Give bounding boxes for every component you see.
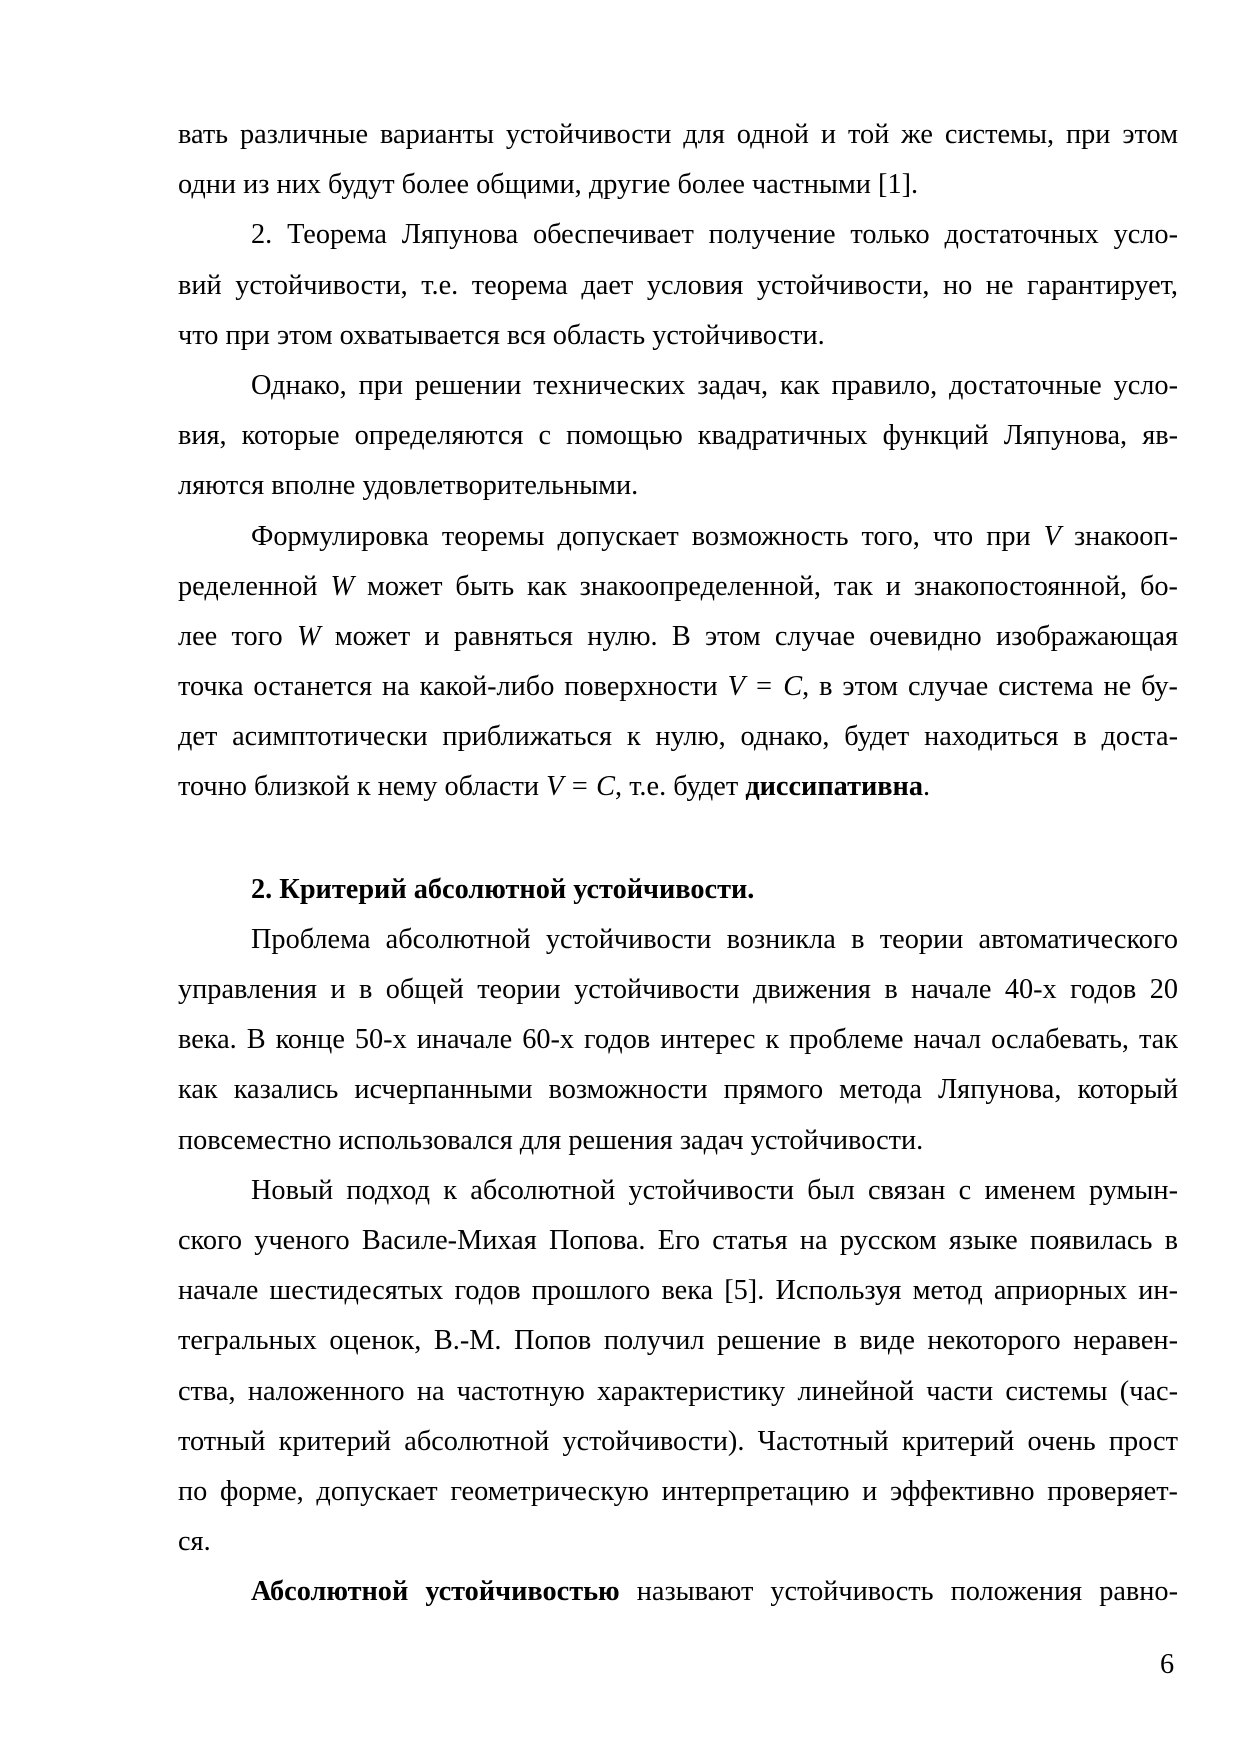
text-line: ского ученого Василе-Михая Попова. Его статья на русском языке появилась в xyxy=(178,1224,1178,1256)
bold-term: Абсолютной устойчивостью xyxy=(251,1576,620,1608)
text-line: вия, которые определяются с помощью квадратичных функций Ляпунова, яв- xyxy=(178,420,1178,452)
text-segment: , т.е. будет xyxy=(615,771,746,803)
text-segment: точно близкой к нему области xyxy=(178,771,547,803)
text-segment: , в этом случае система не бу- xyxy=(802,671,1178,703)
text-segment: знакооп- xyxy=(1060,520,1178,552)
text-segment: может и равняться нулю. В этом случае очевидно изображающая xyxy=(320,620,1178,652)
text-line: вать различные варианты устойчивости для одной и той же системы, при этом xyxy=(178,119,1178,150)
paragraph-continuation xyxy=(178,110,1178,210)
text-line: по форме, допускает геометрическую интерпретацию и эффективно проверяет- xyxy=(178,1475,1178,1507)
text-line: повсеместно использовался для решения задач устойчивости. xyxy=(178,1124,924,1156)
text-segment: лее того xyxy=(178,620,297,652)
text-line: тотный критерий абсолютной устойчивости). Частотный критерий очень прост xyxy=(178,1425,1178,1457)
text-line xyxy=(178,612,1178,662)
math-variable: W xyxy=(296,620,321,652)
text-segment: точка останется на какой-либо поверхности xyxy=(178,671,728,703)
text-line: начале шестидесятых годов прошлого века [5]. Используя метод априорных ин- xyxy=(178,1275,1178,1307)
text-line: ляются вполне удовлетворительными. xyxy=(178,470,639,502)
paragraph-theorem-note xyxy=(178,210,1178,361)
text-line: Однако, при решении технических задач, как правило, достаточные усло- xyxy=(251,369,1178,401)
text-segment: может быть как знакоопределенной, так и знакопостоянной, бо- xyxy=(354,570,1178,602)
text-line: что при этом охватывается вся область устойчивости. xyxy=(178,319,825,351)
section-heading: 2. Критерий абсолютной устойчивости. xyxy=(251,873,755,905)
text-line: 2. Теорема Ляпунова обеспечивает получение только достаточных усло- xyxy=(251,219,1178,251)
text-line: Проблема абсолютной устойчивости возникла в теории автоматического xyxy=(251,923,1178,955)
text-line: управления и в общей теории устойчивости движения в начале 40-х годов 20 xyxy=(178,974,1178,1005)
math-variable: V xyxy=(1043,520,1061,552)
text-line xyxy=(178,1567,1178,1617)
text-line xyxy=(178,762,1178,812)
text-line: ся. xyxy=(178,1526,211,1558)
text-line: одни из них будут более общими, другие более частными [1]. xyxy=(178,169,919,201)
text-line: дет асимптотически приближаться к нулю, однако, будет находиться в доста- xyxy=(178,721,1178,753)
document-page xyxy=(178,110,1178,1617)
paragraph-history xyxy=(178,915,1178,1166)
text-line: вий устойчивости, т.е. теорема дает условия устойчивости, но не гарантирует, xyxy=(178,269,1178,301)
text-segment: ределенной xyxy=(178,570,331,602)
paragraph-definition xyxy=(178,1567,1178,1617)
page-number: 6 xyxy=(1160,1649,1175,1680)
bold-term: диссипативна xyxy=(745,771,924,803)
text-segment: называют устойчивость положения равно- xyxy=(619,1576,1178,1608)
math-formula: V = C xyxy=(546,771,616,803)
math-variable: W xyxy=(330,570,355,602)
text-line xyxy=(178,562,1178,612)
paragraph-popov xyxy=(178,1166,1178,1568)
text-line: тегральных оценок, В.-М. Попов получил решение в виде некоторого неравен- xyxy=(178,1325,1178,1357)
text-line: Новый подход к абсолютной устойчивости был связан с именем румын- xyxy=(251,1174,1178,1206)
text-line: века. В конце 50-х иначале 60-х годов интерес к проблеме начал ослабевать, так xyxy=(178,1024,1178,1056)
math-formula: V = C xyxy=(727,671,803,703)
paragraph-technical-tasks xyxy=(178,361,1178,512)
text-segment: . xyxy=(923,771,931,803)
text-line xyxy=(178,512,1178,562)
text-line: как казались исчерпанными возможности прямого метода Ляпунова, который xyxy=(178,1074,1178,1106)
paragraph-theorem-formulation xyxy=(178,512,1178,813)
text-line xyxy=(178,662,1178,712)
text-segment: Формулировка теоремы допускает возможность того, что при xyxy=(251,520,1044,552)
text-line: ства, наложенного на частотную характеристику линейной части системы (час- xyxy=(178,1375,1178,1407)
